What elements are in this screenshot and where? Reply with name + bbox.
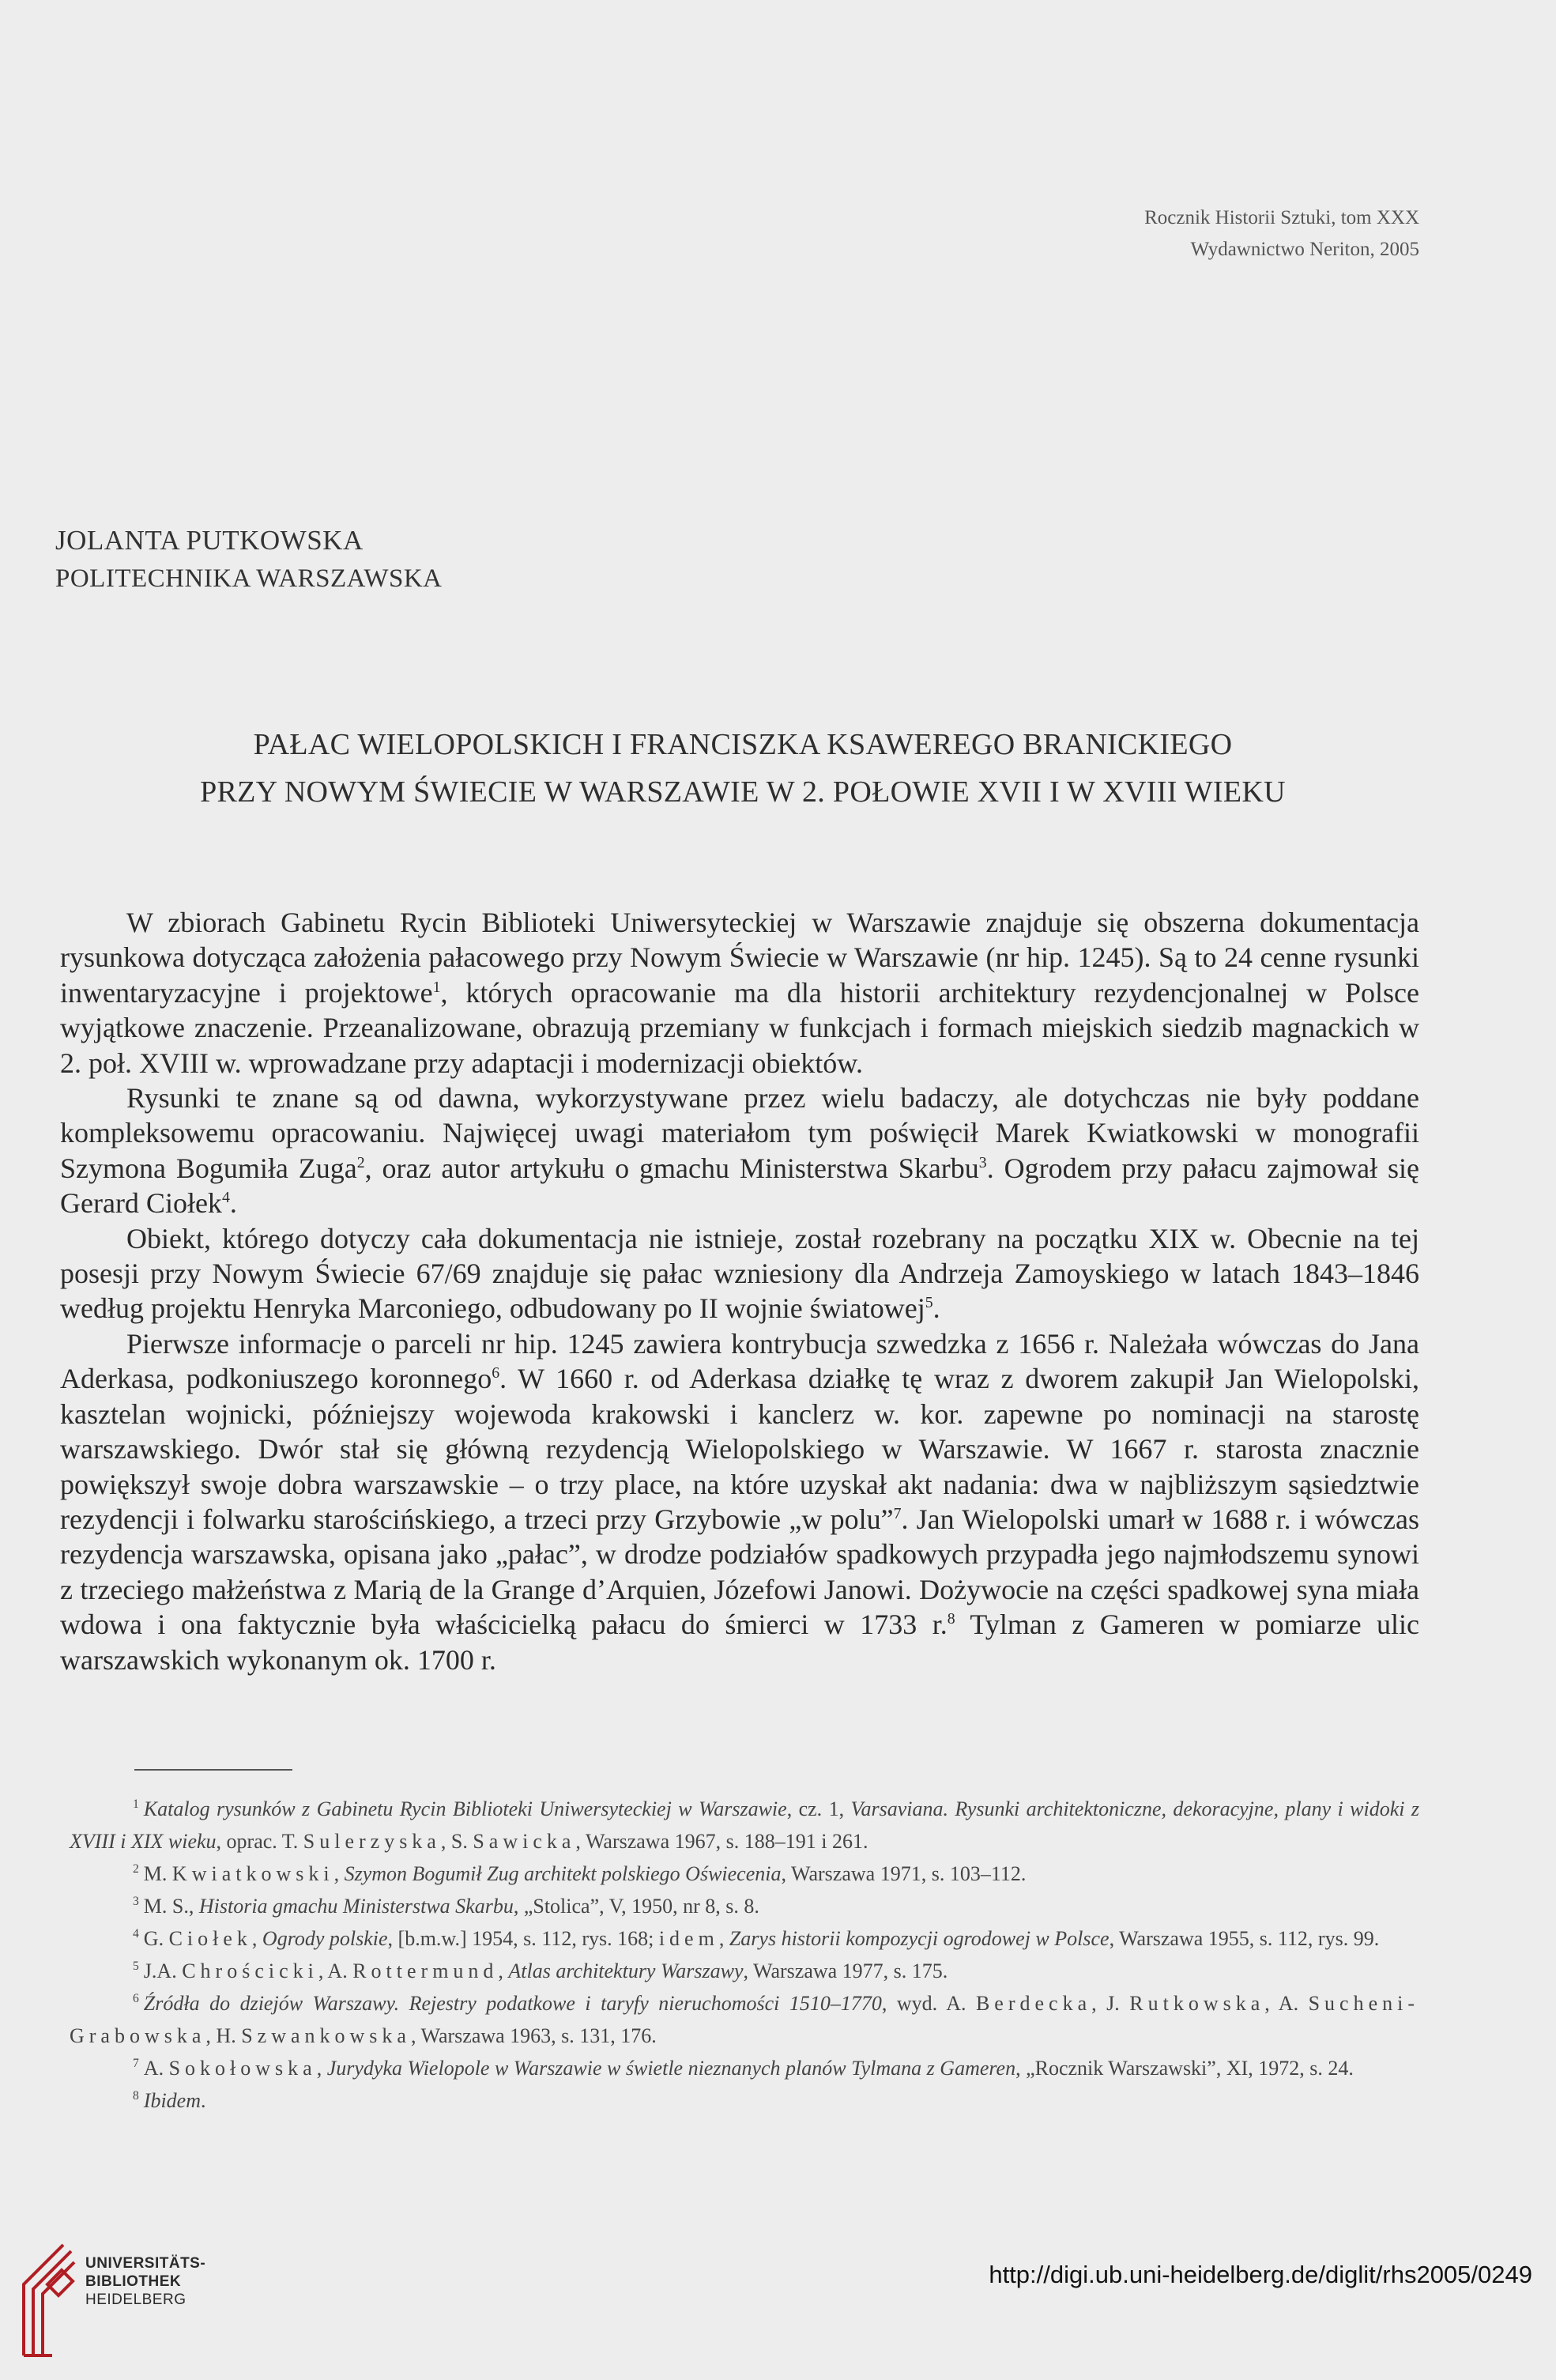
title-line-2: PRZY NOWYM ŚWIECIE W WARSZAWIE W 2. POŁOWIE XVII I W XVIII WIEKU	[200, 775, 1286, 809]
journal-header	[1144, 202, 1419, 266]
footnote-ref[interactable]: 3	[978, 1153, 987, 1171]
footnotes	[70, 1793, 1419, 2117]
source-url-link[interactable]: http://digi.ub.uni-heidelberg.de/diglit/rhs2005/0249	[989, 2261, 1532, 2288]
footnote-ref[interactable]: 4	[221, 1189, 230, 1207]
footnote: $^7$ A. Sokołowska, Jurydyka Wielopole w Warszawie w świetle nieznanych planów Tylmana z Gameren, „Rocznik Warszawski”, XI, 1972, s. 24.	[133, 2057, 1354, 2080]
paragraph: W zbiorach Gabinetu Rycin Biblioteki Uniwersyteckiej w Warszawie znajduje się obszerna dokumentacja rysunkowa dotycząca założenia pałacowego przy Nowym Świecie w Warszawie (nr hip. 1245). Są to 24 cenne rysunki inwentaryzacyjne i projektowe$^1$, których opracowanie ma dla historii architektury rezydencjonalnej w Polsce wyjątkowe znaczenie. Przeanalizowane, obrazują przemiany w funkcjach i formach miejskich siedzib magnackich w 2. poł. XVIII w. wprowadzane przy adaptacji i modernizacji obiektów.	[60, 907, 1420, 1079]
journal-title: Rocznik Historii Sztuki, tom XXX	[1144, 207, 1419, 228]
footnote-ref[interactable]: 1	[432, 978, 441, 996]
article-body	[60, 905, 1419, 1677]
paragraph: Obiekt, którego dotyczy cała dokumentacja nie istnieje, został rozebrany na początku XIX w. Obecnie na tej posesji przy Nowym Świecie 67/69 znajduje się pałac wzniesiony dla Andrzeja Zamoyskiego w latach 1843–1846 według projektu Henryka Marconiego, odbudowany po II wojnie światowej$^5$.	[60, 1222, 1419, 1325]
article-title	[95, 721, 1391, 816]
author-name: JOLANTA PUTKOWSKA	[55, 525, 364, 556]
author-affiliation: POLITECHNIKA WARSZAWSKA	[55, 564, 443, 593]
footnote-ref[interactable]: 6	[492, 1364, 500, 1382]
footnote-divider	[134, 1769, 292, 1771]
publisher-line: Wydawnictwo Neriton, 2005	[1190, 239, 1419, 260]
footnote: $^4$ G. Ciołek, Ogrody polskie, [b.m.w.] 1954, s. 112, rys. 168; idem, Zarys historii kompozycji ogrodowej w Polsce, Warszawa 1955, s. 112, rys. 99.	[133, 1927, 1380, 1950]
footer	[0, 2237, 1556, 2380]
footnote: $^1$ Katalog rysunków z Gabinetu Rycin Biblioteki Uniwersyteckiej w Warszawie, cz. 1, Varsaviana. Rysunki architektoniczne, dekoracyjne, plany i widoki z XVIII i XIX wieku, oprac. T. Sulerzyska, S. Sawicka, Warszawa 1967, s. 188–191 i 261.	[70, 1797, 1419, 1853]
title-line-1: PAŁAC WIELOPOLSKICH I FRANCISZKA KSAWEREGO BRANICKIEGO	[253, 728, 1233, 761]
footnote: $^8$ Ibidem.	[133, 2089, 206, 2112]
footnote: $^6$ Źródła do dziejów Warszawy. Rejestry podatkowe i taryfy nieruchomości 1510–1770, wyd. A. Berdecka, J. Rutkowska, A. Sucheni-Grabowska, H. Szwankowska, Warszawa 1963, s. 131, 176.	[70, 1992, 1420, 2047]
paragraph: Pierwsze informacje o parceli nr hip. 1245 zawiera kontrybucja szwedzka z 1656 r. Należała wówczas do Jana Aderkasa, podkoniuszego koronnego$^6$. W 1660 r. od Aderkasa działkę tę wraz z dworem zakupił Jan Wielopolski, kasztelan wojnicki, późniejszy wojewoda krakowski i kanclerz w. kor. zapewne po nominacji na starostę warszawskiego. Dwór stał się główną rezydencją Wielopolskiego w Warszawie. W 1667 r. starosta znacznie powiększył swoje dobra warszawskie – o trzy place, na które uzyskał akt nadania: dwa w najbliższym sąsiedztwie rezydencji i folwarku starościńskiego, a trzeci przy Grzybowie „w polu”$^7$. Jan Wielopolski umarł w 1688 r. i wówczas rezydencja warszawska, opisana jako „pałac”, w drodze podziałów spadkowych przypadła jego najmłodszemu synowi z trzeciego małżeństwa z Marią de la Grange d’Arquien, Józefowi Janowi. Dożywocie na części spadkowej syna miała wdowa i ona faktycznie była właścicielką pałacu do śmierci w 1733 r.$^8$ Tylman z Gameren w pomiarze ulic warszawskich wykonanym ok. 1700 r.	[60, 1327, 1419, 1676]
footnote-ref[interactable]: 8	[947, 1610, 955, 1628]
paragraph: Rysunki te znane są od dawna, wykorzystywane przez wielu badaczy, ale dotychczas nie były poddane kompleksowemu opracowaniu. Najwięcej uwagi materiałom tym poświęcił Marek Kwiatkowski w monografii Szymona Bogumiła Zuga$^2$, oraz autor artykułu o gmachu Ministerstwa Skarbu$^3$. Ogrodem przy pałacu zajmował się Gerard Ciołek$^4$.	[60, 1082, 1420, 1220]
university-library-logo-icon	[16, 2237, 79, 2363]
footnote-ref[interactable]: 7	[893, 1504, 902, 1522]
footnote: $^2$ M. Kwiatkowski, Szymon Bogumił Zug architekt polskiego Oświecenia, Warszawa 1971, s. 103–112.	[133, 1862, 1027, 1885]
library-name: UNIVERSITÄTS- BIBLIOTHEK HEIDELBERG	[85, 2255, 206, 2308]
author-block	[55, 522, 443, 598]
footnote: $^5$ J.A. Chrościcki, A. Rottermund, Atlas architektury Warszawy, Warszawa 1977, s. 175.	[133, 1959, 948, 1982]
footnote: $^3$ M. S., Historia gmachu Ministerstwa Skarbu, „Stolica”, V, 1950, nr 8, s. 8.	[133, 1895, 759, 1918]
footnote-ref[interactable]: 5	[925, 1294, 933, 1312]
footnote-ref[interactable]: 2	[356, 1153, 365, 1171]
